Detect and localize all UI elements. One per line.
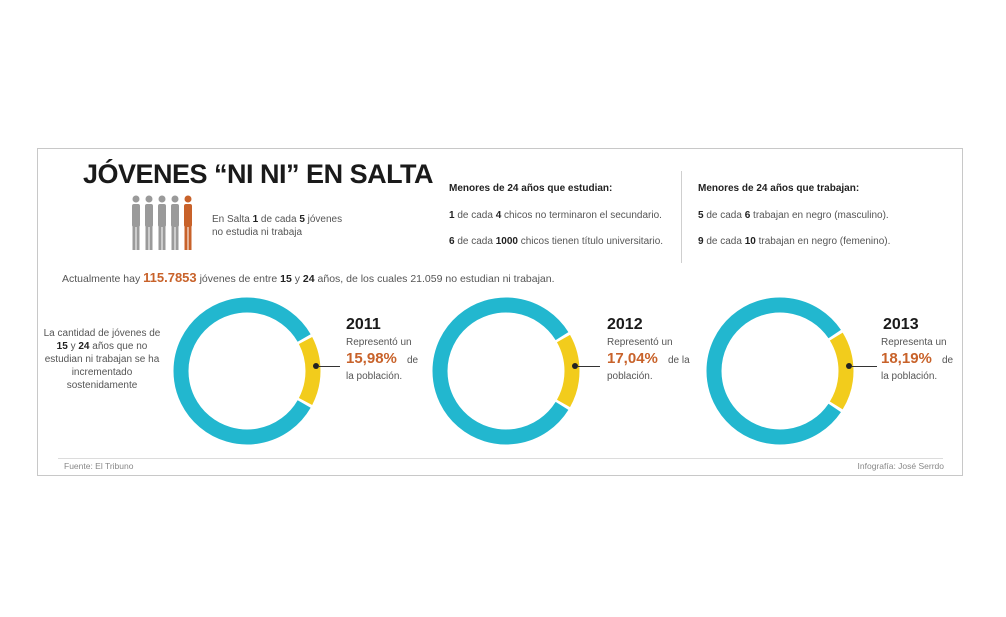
donut-remaining-2011 [181,305,304,437]
study-line-2: 6 de cada 1000 chicos tienen título universitario. [449,236,664,247]
year-label-2011: 2011 [346,316,381,333]
people-icon-group [130,194,196,252]
footer-credit: Infografía: José Serrdo [857,461,944,471]
series-text-2011-b: de [407,355,419,366]
value-label-2012: 17,04% [607,350,658,367]
year-label-2013: 2013 [883,316,919,333]
page-title: JÓVENES “NI NI” EN SALTA [83,159,434,189]
connector-line-2012 [577,366,600,367]
person-icon [158,196,166,251]
donut-highlight-2012 [563,339,572,404]
infographic-panel [37,148,963,476]
person-icon [132,196,140,251]
footer-divider [58,458,943,459]
series-text-2011-c: la población. [346,371,403,382]
series-text-2012-b: de la [668,355,690,366]
donut-highlight-2013 [836,337,846,406]
donut-chart-2011 [170,294,324,448]
value-label-2011: 15,98% [346,350,397,367]
value-label-2013: 18,19% [881,350,932,367]
series-text-2013-c: la población. [881,371,938,382]
series-text-2012-a: Representó un [607,337,673,348]
connector-line-2013 [851,366,877,367]
series-text-2013-a: Representa un [881,337,947,348]
series-text-2012-c: población. [607,371,653,382]
donut-remaining-2013 [714,305,835,437]
study-heading: Menores de 24 años que estudian: [449,183,613,194]
total-youth-count: 115.7853 [143,270,197,285]
series-text-2013-b: de [942,355,954,366]
person-highlight-icon [184,196,192,251]
donut-chart-2013 [703,294,857,448]
footer-source: Fuente: El Tribuno [64,461,134,471]
person-icon [171,196,179,251]
series-text-2011-a: Representó un [346,337,412,348]
intro-text: En Salta 1 de cada 5 jóvenes no estudia ni trabaja [212,214,343,238]
work-line-1: 5 de cada 6 trabajan en negro (masculino). [698,210,889,221]
study-line-1: 1 de cada 4 chicos no terminaron el secundario. [449,210,662,221]
donut-highlight-2011 [306,341,313,402]
work-heading: Menores de 24 años que trabajan: [698,183,860,194]
connector-line-2011 [318,366,340,367]
person-icon [145,196,153,251]
donut-remaining-2012 [440,305,562,437]
side-note: La cantidad de jóvenes de 15 y 24 años que no estudian ni trabajan se ha incrementado sostenidamente [43,328,161,391]
summary-text: Actualmente hay 115.7853 jóvenes de entre 15 y 24 años, de los cuales 21.059 no estudian ni trabajan. [62,270,555,285]
year-label-2012: 2012 [607,316,643,333]
work-line-2: 9 de cada 10 trabajan en negro (femenino). [698,236,891,247]
donut-chart-2012 [429,294,583,448]
column-divider [681,171,682,263]
